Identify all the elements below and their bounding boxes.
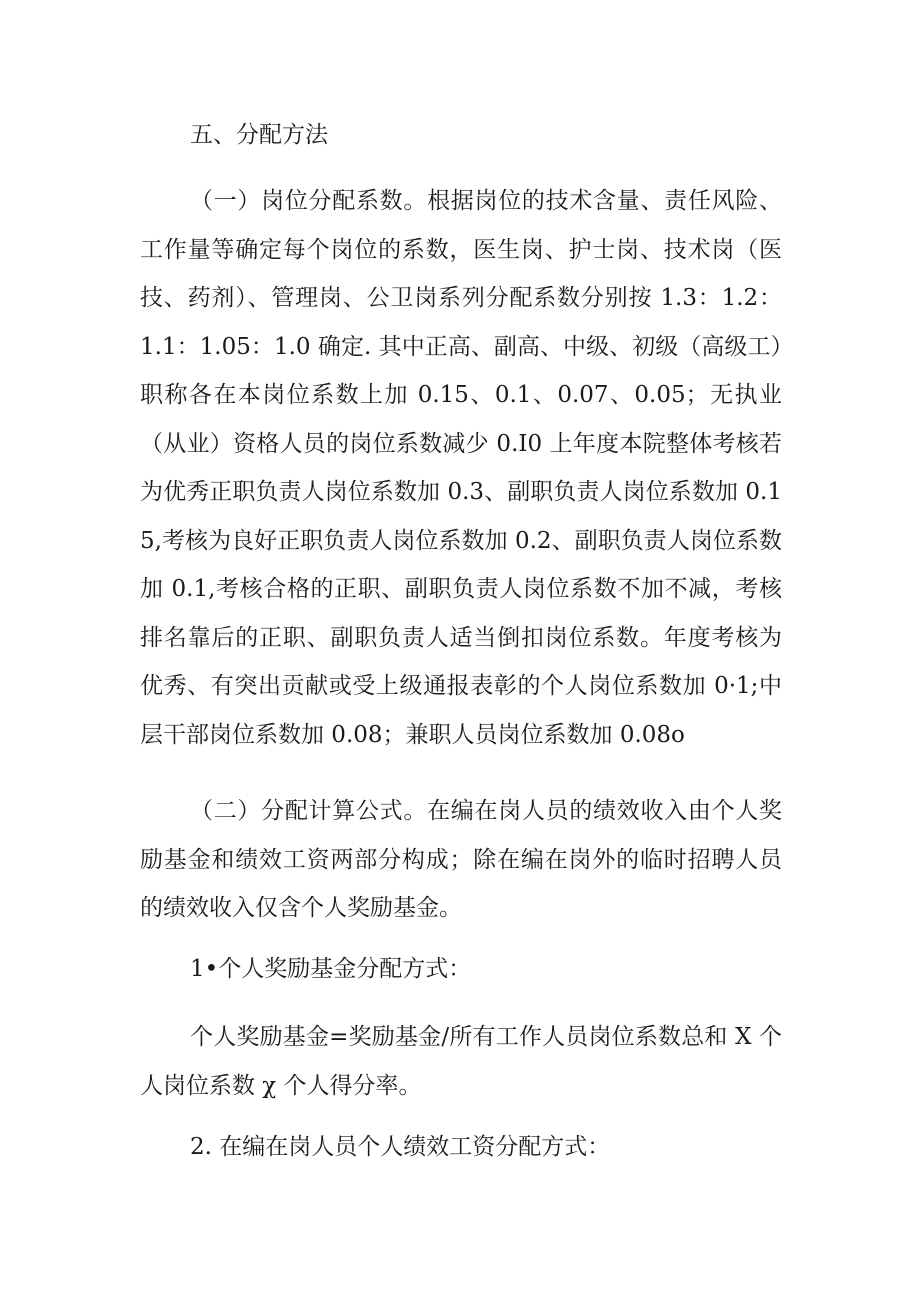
item-1-heading: 1•个人奖励基金分配方式： xyxy=(190,956,472,982)
paragraph-post-coefficient: （一）岗位分配系数。根据岗位的技术含量、责任风险、工作量等确定每个岗位的系数，医生岗、护士岗、技术岗（医技、药剂）、管理岗、公卫岗系列分配系数分别按 1.3：1.2：1.1：1.05：1.0 确定. 其中正高、副高、中级、初级（高级工）职称各在本岗位系数上加 0.15、0.1、0.07、0.05；无执业（从业）资格人员的岗位系数减少 0.I0 上年度本院整体考核若为优秀正职负责人岗位系数加 0.3、副职负责人岗位系数加 0.15,考核为良好正职负责人岗位系数加 0.2、副职负责人岗位系数加 0.1,考核合格的正职、副职负责人岗位系数不加不减，考核排名靠后的正职、副职负责人适当倒扣岗位系数。年度考核为优秀、有突出贡献或受上级通报表彰的个人岗位系数加 0·1;中层干部岗位系数加 0.08；兼职人员岗位系数加 0.08o xyxy=(140,188,782,748)
section-heading: 五、分配方法 xyxy=(190,122,328,148)
item-2-heading: 2. 在编在岗人员个人绩效工资分配方式： xyxy=(190,1134,611,1160)
paragraph-calculation-formula: （二）分配计算公式。在编在岗人员的绩效收入由个人奖励基金和绩效工资两部分构成；除在编在岗外的临时招聘人员的绩效收入仅含个人奖励基金。 xyxy=(140,798,782,921)
item-1-formula: 个人奖励基金=奖励基金/所有工作人员岗位系数总和 X 个人岗位系数 χ 个人得分率。 xyxy=(140,1024,782,1099)
